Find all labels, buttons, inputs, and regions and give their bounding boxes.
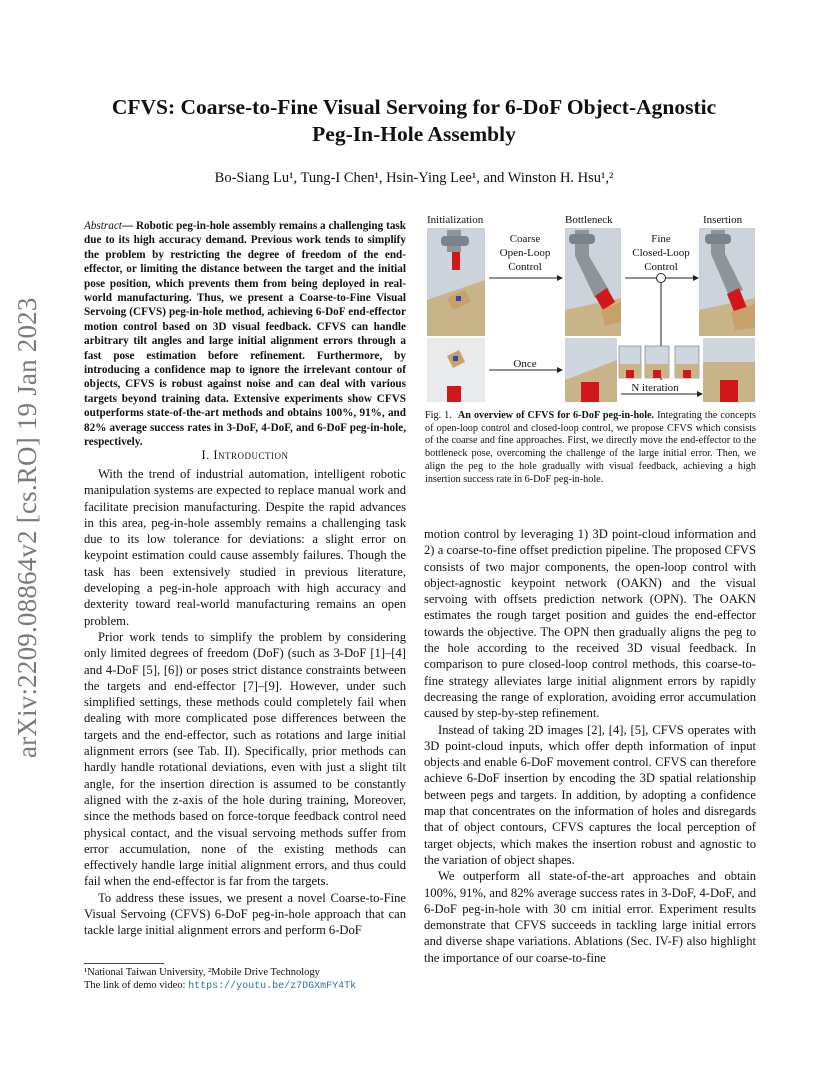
panel-initialization: [427, 228, 485, 336]
affiliation-footnote: ¹National Taiwan University, ²Mobile Drive Technology: [84, 967, 320, 978]
caption-label: Fig. 1.: [425, 410, 452, 421]
section-heading-introduction: I. Introduction: [201, 448, 289, 462]
panel-insertion: [699, 228, 755, 336]
label-insertion: Insertion: [703, 214, 743, 226]
footnotes: [84, 966, 414, 993]
paper-title: [80, 94, 748, 148]
panel-insertion-view: [703, 338, 755, 402]
feedback-node: [657, 274, 666, 283]
label-coarse-control: Control: [508, 261, 542, 273]
panel-bottleneck: [565, 228, 621, 336]
intro-paragraph-5: We outperform all state-of-the-art approaches and obtain 100%, 91%, and 82% average success rates in 3-DoF, 4-DoF, and 6-DoF peg-in-hole with 30 cm initial error. Experiment results demonstrate that CFVS succeeds in tackling large initial errors and diverse shape variations. Ablations (Sec. IV-F) also highlight the importance of our coarse-to-fine: [424, 869, 756, 965]
caption-title: An overview of CFVS for 6-DoF peg-in-hole.: [457, 410, 655, 421]
right-column-body: [424, 526, 756, 966]
demo-video-link[interactable]: https://youtu.be/z7DGXmFY4Tk: [188, 981, 357, 992]
demo-footnote: [84, 979, 414, 993]
panel-init-view: [427, 338, 485, 402]
label-fine: Fine: [651, 233, 671, 245]
abstract-text: — Robotic peg-in-hole assembly remains a challenging task due to its high accuracy demand. Previous work tends to simplify the problem by restricting the degree of freedom of the end-effector, or limiting the distance between the target and the initial pose position, which prevents them from being deployed in real-world manufacturing. Thus, we present a Coarse-to-Fine Visual Servoing (CFVS) peg-in-hole method, achieving 6-DoF end-effector motion control based on 3D visual feedback. CFVS can handle arbitrary tilt angles and large initial alignment errors through a fast pose estimation before refinement. Furthermore, by introducing a confidence map to ignore the irrelevant contour of objects, CFVS is robust against noise and can deal with various targets beyond training data. Extensive experiments show CFVS outperforms state-of-the-art methods and obtains 100%, 91%, and 82% average success rates in 3-DoF, 4-DoF, and 6-DoF peg-in-hole, respectively.: [84, 220, 406, 449]
label-coarse: Coarse: [509, 233, 541, 245]
peg: [452, 252, 460, 270]
demo-prefix: The link of demo video:: [84, 980, 189, 991]
panel-bottleneck-view: [565, 338, 617, 402]
footnote-divider: [84, 963, 164, 964]
arxiv-identifier: arXiv:2209.08864v2 [cs.RO] 19 Jan 2023: [12, 297, 42, 758]
abstract: [84, 219, 406, 450]
label-initialization: Initialization: [427, 214, 484, 226]
intro-paragraph-3: To address these issues, we present a novel Coarse-to-Fine Visual Servoing (CFVS) 6-DoF peg-in-hole approach that can tackle large initial alignment errors and perform 6-DoF: [84, 890, 406, 938]
abstract-lead: Abstract: [84, 220, 122, 232]
label-bottleneck: Bottleneck: [565, 214, 613, 226]
label-fine-control: Control: [644, 261, 678, 273]
panel-iteration-views: [619, 346, 699, 378]
title-line-1: CFVS: Coarse-to-Fine Visual Servoing for 6-DoF Object-Agnostic: [111, 95, 717, 119]
author-list: Bo-Siang Lu¹, Tung-I Chen¹, Hsin-Ying Lee¹, and Winston H. Hsu¹,²: [214, 170, 614, 186]
title-line-2: Peg-In-Hole Assembly: [312, 122, 516, 146]
left-column-body: [84, 466, 406, 939]
intro-paragraph-4: Instead of taking 2D images [2], [4], [5], CFVS operates with 3D point-cloud inputs, which offer depth information of input objects and enable 6-DoF movement control. CFVS can therefore achieve 6-DoF insertion by encoding the 3D spatial relationship between pegs and targets. In addition, by adopting a confidence map that concentrates on the information of holes and disregards that of object contours, CFVS captures the local perception of target objects, which makes the insertion robust and agnostic to the variation of object shapes.: [424, 722, 756, 867]
caption-text: Integrating the concepts of open-loop control and closed-loop control, we propose CFVS which consists of the coarse and fine approaches. First, we directly move the end-effector to the bottleneck pose, overcoming the challenge of the large initial error. Then, we align the peg to the hole gradually with visual feedback, achieving a high insertion success rate in 6-DoF peg-in-hole.: [425, 410, 757, 485]
intro-paragraph-2: Prior work tends to simplify the problem by considering only limited degrees of freedom (DoF) (such as 3-DoF [1]–[4] and 4-DoF [5], [6]) or poses strict distance constraints between the targets and end-effector [7]–[9]. However, under such simplified settings, these methods could completely fail when dealing with more complicated pose differences between the targets and the end-effector, such as rotations and large initial alignment errors (see Tab. II). Specifically, prior methods can hardly handle rotational deviations, even with just a slight tilt angle, for the insertion direction is assumed to be constantly aligned with the z-axis of the hole during training, Moreover, since the methods based on force-torque feedback control need physical contact, and the visual servoing methods suffer from error accumulation, none of the existing methods can effectively handle large initial alignment errors, and thus could fail when the end-effector is far from the targets.: [84, 629, 406, 889]
label-closed-loop: Closed-Loop: [632, 247, 690, 259]
label-once: Once: [513, 358, 537, 370]
label-n-iteration: N iteration: [631, 382, 679, 394]
intro-paragraph-3-continued: motion control by leveraging 1) 3D point-cloud information and 2) a coarse-to-fine offset prediction pipeline. The proposed CFVS consists of two major components, the open-loop control with object-agnostic keypoint network (OAKN) and the visual servoing with offsets prediction network (OPN). The OAKN estimates the rough target position and guides the end-effector towards the objective. The OPN then gradually aligns the peg to the hole according to the received 3D visual feedback. In comparison to pure closed-loop control methods, this coarse-to-fine strategy alleviates large initial alignment errors by rapidly decreasing the range of exploration, avoiding error accumulation caused by step-by-step refinement.: [424, 527, 756, 721]
intro-paragraph-1: With the trend of industrial automation, intelligent robotic manipulation systems are expected to replace manual work and facilitate precision manufacturing. Despite the rapid advances in this area, peg-in-hole assembly remains a challenging task due to its low tolerance for deviations: a slight error on keypoint estimation could cause assembly failures. Though the task has been extensively studied in previous literature, developing a peg-in-hole approach with high accuracy and dexterity toward real-world manufacturing remains an open problem.: [84, 467, 406, 628]
figure-1-caption: [425, 410, 756, 486]
figure-1-overview: [425, 210, 755, 405]
label-open-loop: Open-Loop: [499, 247, 551, 259]
